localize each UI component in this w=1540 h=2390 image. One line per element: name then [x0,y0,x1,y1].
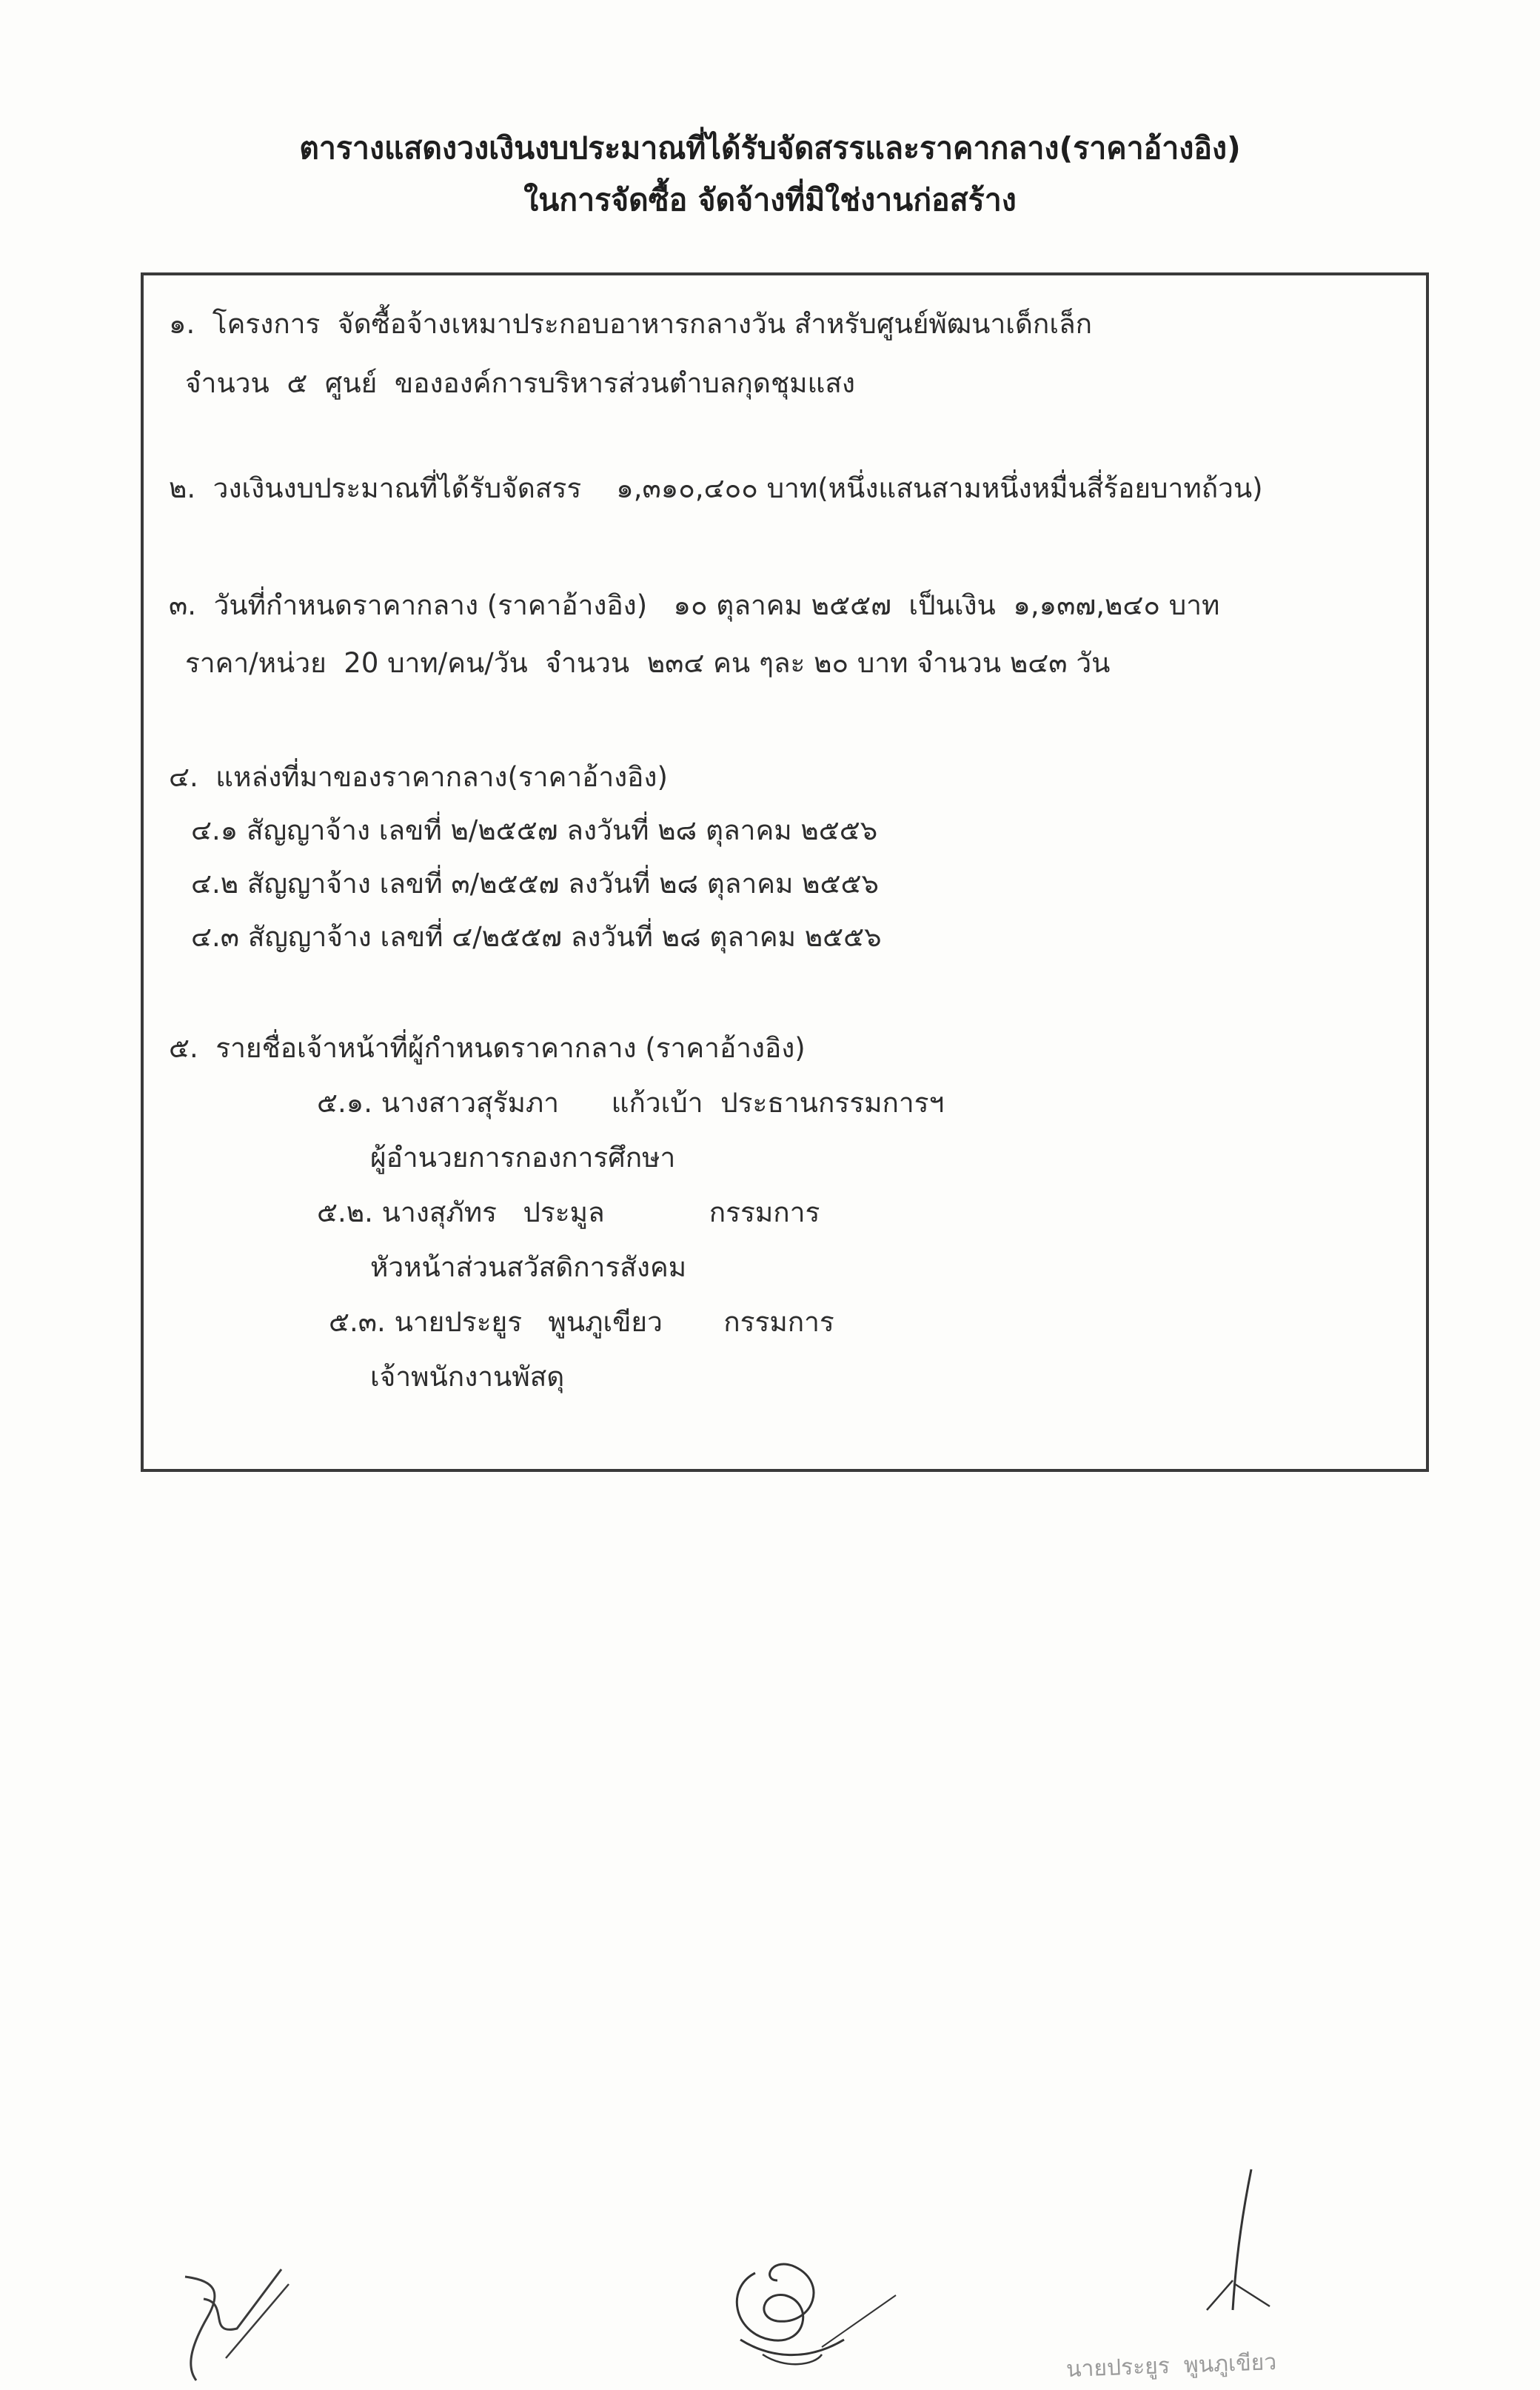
section1-line2: จำนวน ๕ ศูนย์ ขององค์การบริหารส่วนตำบลกุดชุมแสง [185,367,855,399]
member-line2: หัวหน้าส่วนสวัสดิการสังคม [370,1251,687,1283]
section4-item: ๔.๓ สัญญาจ้าง เลขที่ ๔/๒๕๕๗ ลงวันที่ ๒๘ ตุลาคม ๒๕๕๖ [191,921,882,953]
section3-line2: ราคา/หน่วย 20 บาท/คน/วัน จำนวน ๒๓๔ คน ๆละ ๒๐ บาท จำนวน ๒๔๓ วัน [185,647,1111,679]
signature-center [711,2229,903,2384]
member-line1: ๕.๓. นายประยูร พูนภูเขียว กรรมการ [329,1306,834,1338]
section3-line1: ๓. วันที่กำหนดราคากลาง (ราคาอ้างอิง) ๑๐ ตุลาคม ๒๕๕๗ เป็นเงิน ๑,๑๓๗,๒๔๐ บาท [169,589,1220,621]
member-line2: ผู้อำนวยการกองการศึกษา [370,1142,676,1174]
section5-heading: ๕. รายชื่อเจ้าหน้าที่ผู้กำหนดราคากลาง (ราคาอ้างอิง) [169,1032,806,1064]
section4-item: ๔.๒ สัญญาจ้าง เลขที่ ๓/๒๕๕๗ ลงวันที่ ๒๘ ตุลาคม ๒๕๕๖ [191,868,880,900]
section2-line1: ๒. วงเงินงบประมาณที่ได้รับจัดสรร ๑,๓๑๐,๔๐๐ บาท(หนึ่งแสนสามหนึ่งหมื่นสี่ร้อยบาทถ้วน) [169,472,1263,504]
name-stamp: นายประยูร พูนภูเขียว [1065,2349,1277,2383]
signature-left [163,2247,311,2388]
page-title-line2: ในการจัดซื้อ จัดจ้างที่มิใช่งานก่อสร้าง [523,182,1017,218]
section1-line1: ๑. โครงการ จัดซื้อจ้างเหมาประกอบอาหารกลางวัน สำหรับศูนย์พัฒนาเด็กเล็ก [169,308,1093,340]
member-line2: เจ้าพนักงานพัสดุ [370,1361,565,1393]
section4-heading: ๔. แหล่งที่มาของราคากลาง(ราคาอ้างอิง) [169,761,668,793]
member-line1: ๕.๒. นางสุภัทร ประมูล กรรมการ [317,1196,820,1228]
page-title-line1: ตารางแสดงวงเงินงบประมาณที่ได้รับจัดสรรและราคากลาง(ราคาอ้างอิง) [299,130,1241,166]
section4-item: ๔.๑ สัญญาจ้าง เลขที่ ๒/๒๕๕๗ ลงวันที่ ๒๘ ตุลาคม ๒๕๕๖ [191,814,878,846]
signature-right [1199,2162,1288,2325]
member-line1: ๕.๑. นางสาวสุรัมภา แก้วเบ้า ประธานกรรมการฯ [317,1087,945,1119]
